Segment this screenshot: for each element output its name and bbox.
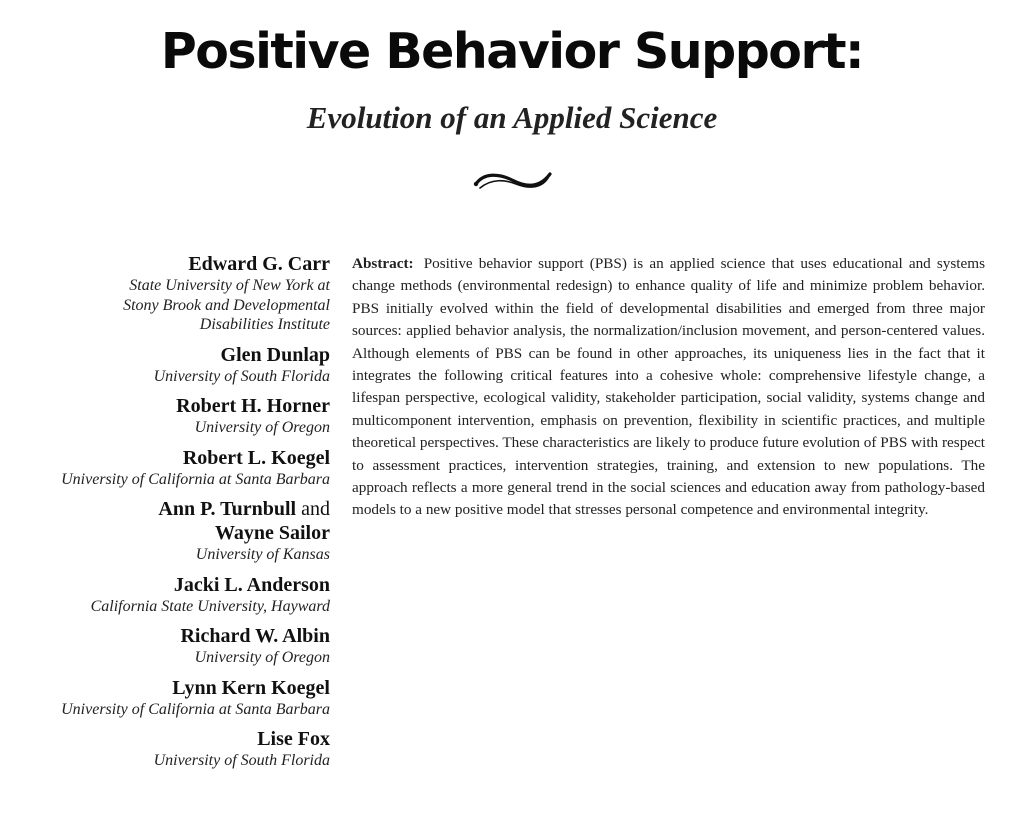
paper-subtitle: Evolution of an Applied Science [306,100,718,135]
author-name: Robert L. Koegel [182,446,330,469]
author-entry [20,394,330,438]
author-entry [20,343,330,387]
author-affiliation-line: California State University, Hayward [90,597,330,615]
author-affiliation-line: University of Kansas [195,546,330,563]
author-list [20,252,330,779]
author-entry [20,252,330,335]
author-affiliation-line: Stony Brook and Developmental [123,296,330,314]
author-entry [20,727,330,771]
author-affiliation-line: University of Oregon [194,649,330,666]
author-affiliation-line: University of Oregon [194,419,330,436]
author-entry [20,624,330,668]
abstract-text: Positive behavior support (PBS) is an applied science that uses educational and systems change methods (environmental redesign) to enhance quality of life and minimize problem behavior. PBS initially evolved within the field of developmental disabilities and emerged from three major sources: applied behavior analysis, the normalization/inclusion movement, and person-centered values. Although elements of PBS can be found in other approaches, its uniqueness lies in the fact that it integrates the following critical features into a cohesive whole: comprehensive lifestyle change, a lifespan perspective, ecological validity, stakeholder participation, social validity, systems change and multicomponent intervention, emphasis on prevention, flexibility in scientific practices, and multiple theoretical perspectives. These characteristics are likely to produce future evolution of PBS with respect to assessment practices, intervention strategies, training, and extension to new populations. The approach reflects a more general trend in the social sciences and education away from pathology-based models to a new positive model that stresses personal competence and environmental integrity. [352,255,985,519]
author-name: Glen Dunlap [220,343,330,366]
author-affiliation-line: Disabilities Institute [199,316,330,333]
author-name: Jacki L. Anderson [173,573,330,596]
author-affiliation-line: University of South Florida [153,752,330,769]
author-entry [20,497,330,565]
author-entry [20,573,330,617]
author-affiliation-line: University of South Florida [153,367,330,385]
author-conjunction: and [301,498,330,520]
author-name [20,497,330,521]
abstract-label: Abstract: [352,255,414,272]
author-entry [20,446,330,490]
author-name-second: Wayne Sailor [214,522,330,544]
abstract-paragraph [352,253,985,522]
author-name: Edward G. Carr [188,253,330,275]
author-name: Lynn Kern Koegel [172,676,330,699]
author-name-first: Ann P. Turnbull [158,498,297,520]
author-name: Robert H. Horner [176,395,330,417]
author-affiliation-line: University of California at Santa Barbara [61,700,330,718]
author-entry [20,676,330,720]
author-affiliation-line: State University of New York at [129,277,330,294]
swash-ornament-icon [472,164,554,196]
author-name: Lise Fox [257,728,330,750]
author-affiliation-line: University of California at Santa Barbara [61,470,330,488]
paper-title: Positive Behavior Support: [160,23,864,80]
author-name: Richard W. Albin [180,625,330,647]
